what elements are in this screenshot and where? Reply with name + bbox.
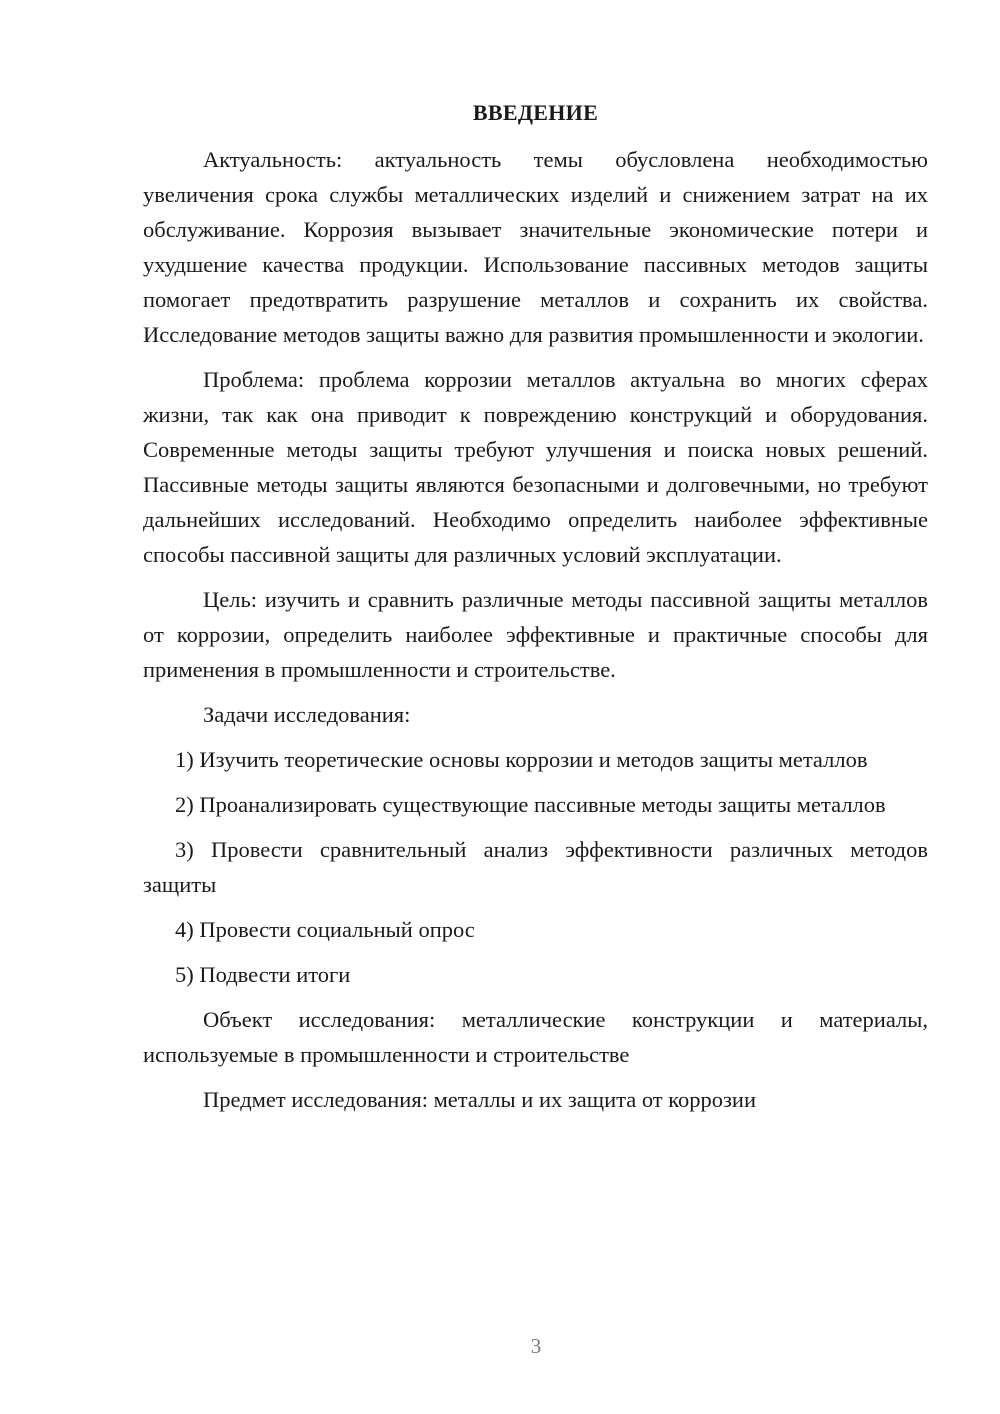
tasks-list [143,742,928,992]
task-item: 2) Проанализировать существующие пассивные методы защиты металлов [175,792,886,817]
document-page [143,95,928,1127]
tasks-heading: Задачи исследования: [203,702,411,727]
section-title: ВВЕДЕНИЕ [472,100,599,125]
task-item: 5) Подвести итоги [175,962,351,987]
subject-paragraph: Предмет исследования: металлы и их защита от коррозии [203,1087,756,1112]
task-item: 1) Изучить теоретические основы коррозии и методов защиты металлов [175,747,868,772]
problem-paragraph: Проблема: проблема коррозии металлов актуальна во многих сферах жизни, так как она приводит к повреждению конструкций и оборудования. Современные методы защиты требуют улучшения и поиска новых решений. Пассивные методы защиты являются безопасными и долговечными, но требуют дальнейших исследований. Необходимо определить наиболее эффективные способы пассивной защиты для различных условий эксплуатации. [143,367,928,567]
object-paragraph: Объект исследования: металлические конструкции и материалы, используемые в промышленности и строительстве [143,1007,928,1067]
task-item: 4) Провести социальный опрос [175,917,475,942]
page-number: 3 [530,1334,542,1358]
task-item: 3) Провести сравнительный анализ эффективности различных методов защиты [143,837,928,897]
goal-paragraph: Цель: изучить и сравнить различные методы пассивной защиты металлов от коррозии, определить наиболее эффективные и практичные способы для применения в промышленности и строительстве. [143,587,928,682]
relevance-paragraph: Актуальность: актуальность темы обусловлена необходимостью увеличения срока службы металлических изделий и снижением затрат на их обслуживание. Коррозия вызывает значительные экономические потери и ухудшение качества продукции. Использование пассивных методов защиты помогает предотвратить разрушение металлов и сохранить их свойства. Исследование методов защиты важно для развития промышленности и экологии. [143,147,928,347]
